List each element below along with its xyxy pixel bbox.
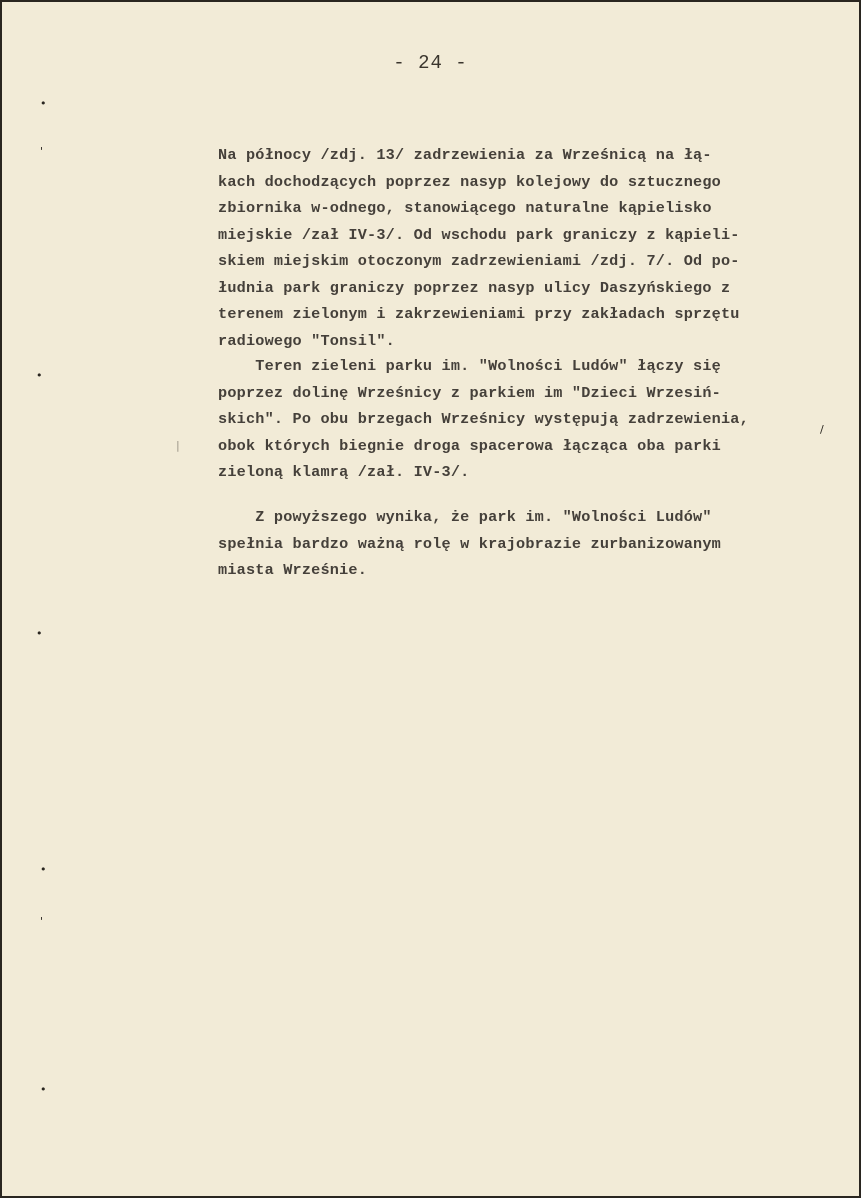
margin-mark: ' bbox=[40, 915, 44, 928]
margin-mark: • bbox=[40, 97, 47, 110]
margin-mark: • bbox=[40, 1083, 47, 1096]
margin-mark: | bbox=[176, 439, 180, 452]
text-line: Na północy /zdj. 13/ zadrzewienia za Wrześnicą na łą- bbox=[218, 146, 712, 164]
text-line: skiem miejskim otoczonym zadrzewieniami /zdj. 7/. Od po- bbox=[218, 252, 740, 270]
text-line: poprzez dolinę Wrześnicy z parkiem im "Dzieci Wrzesiń- bbox=[218, 383, 721, 402]
page-number: - 24 - bbox=[393, 52, 468, 74]
text-line: miejskie /zał IV-3/. Od wschodu park graniczy z kąpieli- bbox=[218, 225, 740, 244]
paragraph-2 bbox=[218, 353, 828, 486]
text-line: miasta Wrześnie. bbox=[218, 561, 368, 579]
margin-mark: • bbox=[36, 627, 43, 640]
text-line: skich". Po obu brzegach Wrześnicy występują zadrzewienia, bbox=[218, 410, 749, 428]
text-line: zieloną klamrą /zał. IV-3/. bbox=[218, 463, 470, 481]
paragraph-1 bbox=[218, 142, 828, 354]
text-line: zbiornika w-odnego, stanowiącego naturalne kąpielisko bbox=[218, 199, 712, 217]
margin-mark: ' bbox=[40, 145, 44, 158]
text-line: terenem zielonym i zakrzewieniami przy zakładach sprzętu bbox=[218, 305, 740, 323]
text-line: łudnia park graniczy poprzez nasyp ulicy Daszyńskiego z bbox=[218, 278, 731, 297]
text-line: obok których biegnie droga spacerowa łącząca oba parki bbox=[218, 436, 721, 455]
text-line: radiowego "Tonsil". bbox=[218, 331, 395, 350]
text-line: Teren zieleni parku im. "Wolności Ludów" łączy się bbox=[218, 357, 721, 375]
margin-mark: / bbox=[820, 423, 824, 436]
text-line: Z powyższego wynika, że park im. "Wolności Ludów" bbox=[218, 508, 712, 526]
paragraph-3 bbox=[218, 504, 828, 584]
margin-mark: • bbox=[36, 369, 43, 382]
text-line: kach dochodzących poprzez nasyp kolejowy do sztucznego bbox=[218, 172, 721, 191]
text-line: spełnia bardzo ważną rolę w krajobrazie zurbanizowanym bbox=[218, 534, 721, 553]
margin-mark: • bbox=[40, 863, 47, 876]
